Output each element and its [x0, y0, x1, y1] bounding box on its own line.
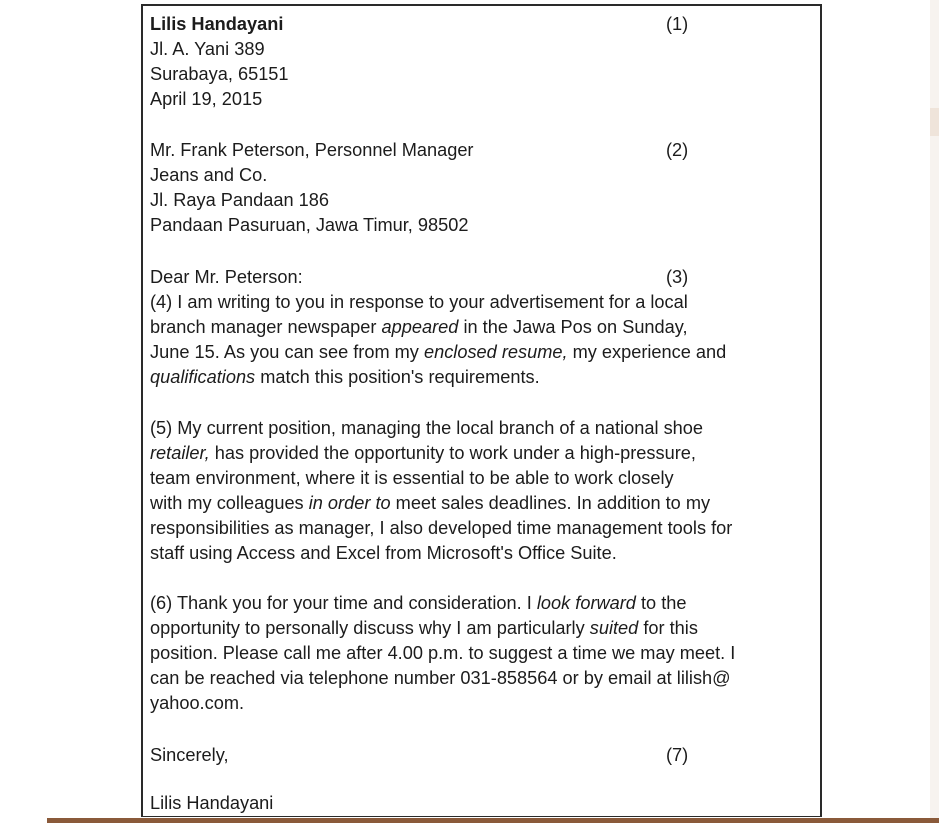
p4-line1: (4) I am writing to you in response to your advertisement for a local [150, 292, 688, 312]
signature-name: Lilis Handayani [150, 793, 274, 813]
p6-line2: opportunity to personally discuss why I am particularly suited for this [150, 618, 698, 638]
salutation: Dear Mr. Peterson: [150, 267, 303, 287]
p4-line2: branch manager newspaper appeared in the Jawa Pos on Sunday, [150, 317, 688, 337]
letter-date: April 19, 2015 [150, 89, 263, 109]
p5-line2: retailer, has provided the opportunity to work under a high-pressure, [150, 443, 696, 463]
p4-line3: June 15. As you can see from my enclosed resume, my experience and [150, 342, 727, 362]
recipient-name: Mr. Frank Peterson, Personnel Manager [150, 140, 474, 160]
p6-line4: can be reached via telephone number 031-858564 or by email at lilish@ [150, 668, 731, 688]
marker-1: (1) [666, 14, 689, 34]
marker-2: (2) [666, 140, 689, 160]
page-edge-mark [930, 108, 939, 136]
closing: Sincerely, [150, 745, 229, 765]
p5-line4: with my colleagues in order to meet sales deadlines. In addition to my [150, 493, 711, 513]
p6-line5: yahoo.com. [150, 693, 245, 713]
marker-7: (7) [666, 745, 689, 765]
sender-name: Lilis Handayani [150, 14, 284, 34]
p5-line6: staff using Access and Excel from Microsoft's Office Suite. [150, 543, 617, 563]
sender-street: Jl. A. Yani 389 [150, 39, 265, 59]
recipient-street: Jl. Raya Pandaan 186 [150, 190, 329, 210]
p5-line5: responsibilities as manager, I also developed time management tools for [150, 518, 733, 538]
bottom-rule [47, 818, 939, 823]
marker-3: (3) [666, 267, 689, 287]
p6-line3: position. Please call me after 4.00 p.m. to suggest a time we may meet. I [150, 643, 736, 663]
sender-city: Surabaya, 65151 [150, 64, 289, 84]
p6-line1: (6) Thank you for your time and consideration. I look forward to the [150, 593, 687, 613]
p5-line3: team environment, where it is essential to be able to work closely [150, 468, 674, 488]
p4-line4: qualifications match this position's requirements. [150, 367, 540, 387]
p5-line1: (5) My current position, managing the local branch of a national shoe [150, 418, 704, 438]
recipient-company: Jeans and Co. [150, 165, 268, 185]
recipient-city: Pandaan Pasuruan, Jawa Timur, 98502 [150, 215, 469, 235]
